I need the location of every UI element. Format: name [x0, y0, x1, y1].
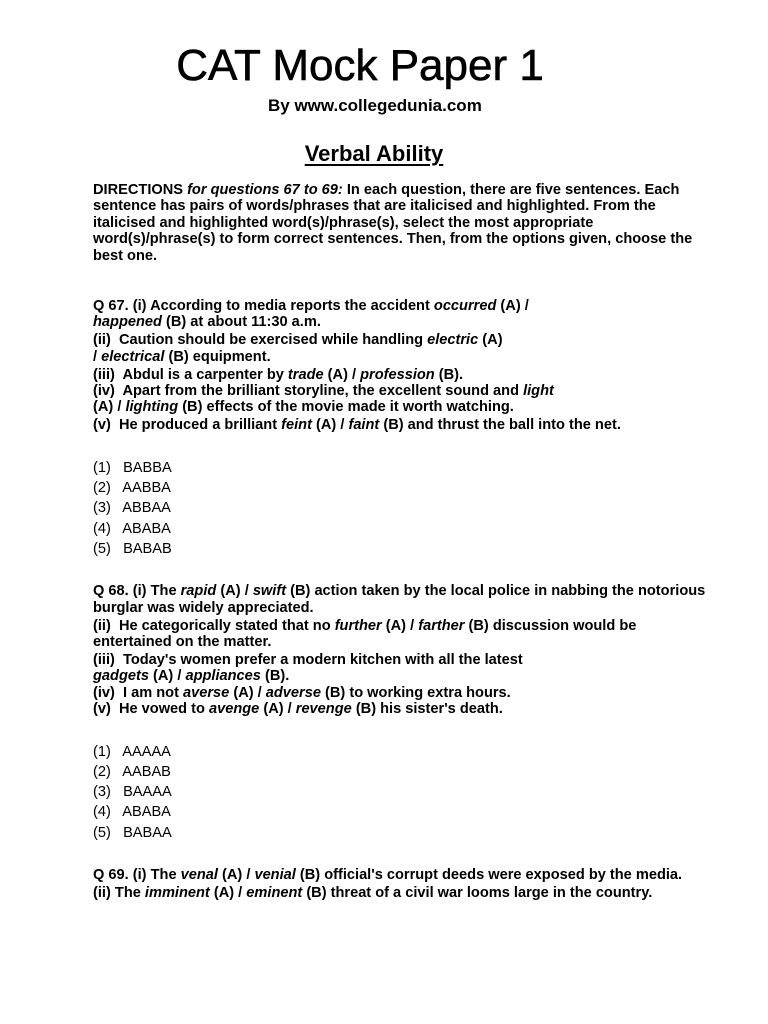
choice-b: faint	[348, 417, 380, 434]
choice-b: electrical	[101, 348, 165, 365]
answer-options	[93, 742, 713, 843]
sentence: (iii) Today's women prefer a modern kitchen with all the latest gadgets (A) / appliances (B).	[93, 651, 523, 685]
sentence: (v) He produced a brilliant feint (A) / faint (B) and thrust the ball into the net.	[93, 417, 621, 434]
choice-a: trade	[287, 366, 324, 383]
question-number: Q 68.	[93, 583, 129, 600]
answer-option: (5) BABAA	[93, 824, 172, 841]
choice-b: revenge	[295, 701, 352, 718]
directions-label: DIRECTIONS	[93, 182, 183, 198]
answer-option: (2) AABAB	[93, 763, 171, 780]
sentence: (ii) Caution should be exercised while handling electric (A) / electrical (B) equipment.	[93, 332, 503, 365]
answer-option: (4) ABABA	[93, 804, 171, 821]
question-68	[93, 583, 713, 843]
choice-a: gadgets	[93, 668, 149, 685]
choice-a: rapid	[180, 583, 217, 600]
choice-b: adverse	[265, 684, 321, 701]
sentence: (iii) Abdul is a carpenter by trade (A) / profession (B).	[93, 366, 464, 383]
choice-a: averse	[183, 684, 230, 701]
choice-b: appliances	[185, 668, 261, 685]
answer-option: (1) BABBA	[93, 459, 172, 476]
choice-b: farther	[418, 617, 465, 634]
sentence: (v) He vowed to avenge (A) / revenge (B) his sister's death.	[93, 701, 503, 718]
question-number: Q 67.	[93, 298, 129, 315]
answer-option: (2) AABBA	[93, 480, 171, 497]
answer-option: (5) BABAB	[93, 540, 172, 557]
answer-option: (3) BAAAA	[93, 784, 172, 801]
choice-a: occurred	[433, 298, 497, 315]
sentence: (ii) The imminent (A) / eminent (B) threat of a civil war looms large in the country.	[93, 884, 653, 901]
document-title: CAT Mock Paper 1	[176, 41, 544, 90]
choice-b: swift	[252, 583, 287, 600]
choice-a: electric	[427, 332, 479, 349]
choice-b: profession	[360, 366, 435, 383]
sentence: (iv) I am not averse (A) / adverse (B) to working extra hours.	[93, 684, 511, 701]
choice-a: imminent	[144, 884, 210, 901]
directions-range: for questions 67 to 69:	[187, 182, 343, 198]
choice-a: further	[334, 617, 382, 634]
answer-options	[93, 458, 713, 559]
choice-b: happened	[93, 314, 162, 331]
sentence: Q 68. (i) The rapid (A) / swift (B) action taken by the local police in nabbing the notorious burglar was widely appreciated.	[93, 583, 706, 616]
choice-b: eminent	[246, 884, 303, 901]
directions-text: In each question, there are five sentences. Each sentence has pairs of words/phrases that are italicised and highlighted. From the italicised and highlighted word(s)/phrase(s), select the most appropriate word(s)/phrase(s) to form correct sentences. Then, from the options given, choose the best one.	[93, 182, 693, 264]
answer-option: (4) ABABA	[93, 520, 171, 537]
document-subtitle: By www.collegedunia.com	[268, 96, 482, 115]
sentence: Q 69. (i) The venal (A) / venial (B) official's corrupt deeds were exposed by the media.	[93, 867, 683, 883]
choice-b: venial	[254, 867, 296, 883]
sentence: Q 67. (i) According to media reports the accident occurred (A) / happened (B) at about 11:30 a.m.	[93, 298, 529, 331]
answer-option: (1) AAAAA	[93, 743, 171, 760]
choice-a: venal	[180, 867, 218, 883]
section-title: Verbal Ability	[304, 141, 444, 166]
sentence: (iv) Apart from the brilliant storyline, the excellent sound and light (A) / lighting (B) effects of the movie made it worth watching.	[93, 383, 554, 416]
directions-paragraph	[93, 182, 713, 264]
choice-a: feint	[281, 417, 312, 434]
question-67	[93, 298, 713, 559]
choice-a: avenge	[208, 701, 260, 718]
answer-option: (3) ABBAA	[93, 500, 171, 517]
question-number: Q 69.	[93, 867, 129, 883]
question-69	[93, 867, 713, 901]
choice-b: lighting	[125, 399, 179, 416]
sentence: (ii) He categorically stated that no further (A) / farther (B) discussion would be entertained on the matter.	[93, 617, 637, 650]
question-content	[93, 182, 713, 901]
choice-a: light	[523, 383, 554, 400]
